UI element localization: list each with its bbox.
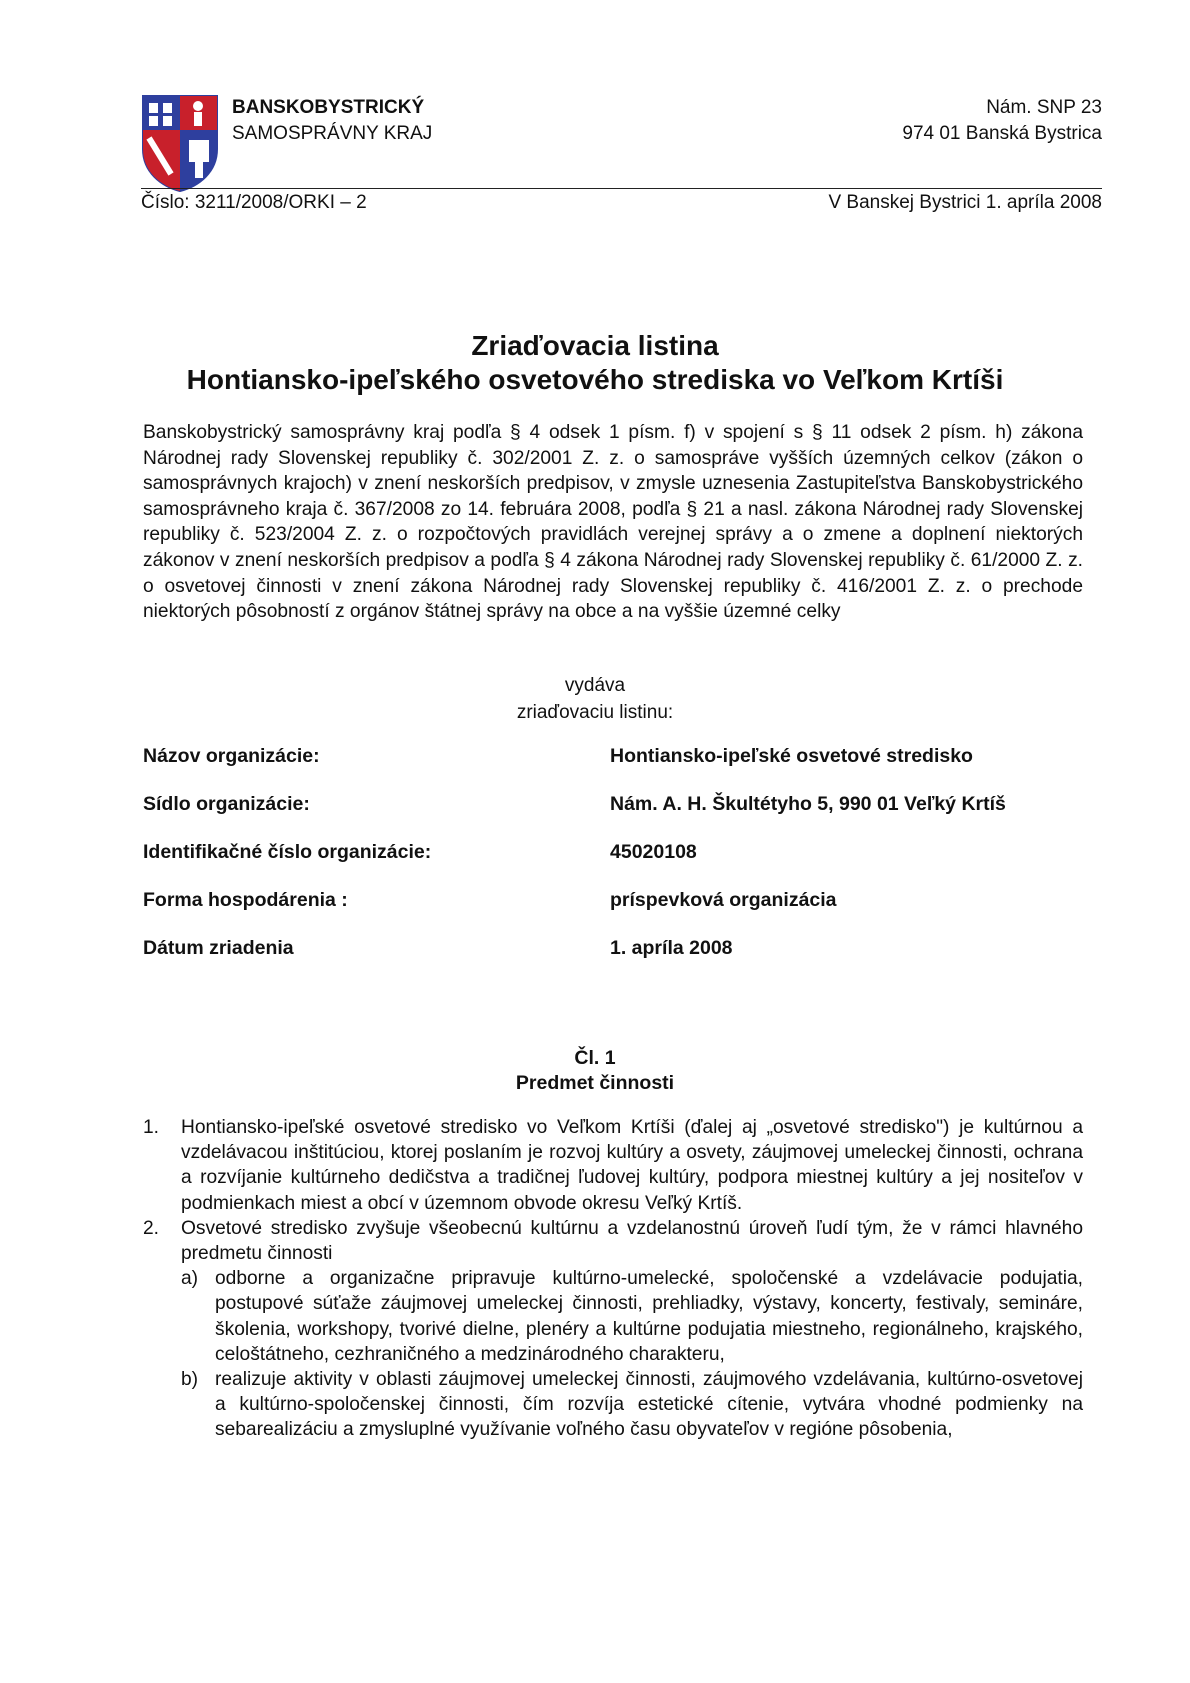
list-item <box>143 1216 1083 1266</box>
fact-label: Názov organizácie: <box>143 745 320 767</box>
issuance-statement <box>0 672 1190 726</box>
reference-number: Číslo: 3211/2008/ORKI – 2 <box>141 192 367 213</box>
article-number: Čl. 1 <box>574 1047 616 1069</box>
fact-row-seat <box>143 793 1083 823</box>
item-text: Osvetové stredisko zvyšuje všeobecnú kultúrnu a vzdelanostnú úroveň ľudí tým, že v rámci hlavného predmetu činnosti <box>181 1217 1083 1265</box>
issuance-line2: zriaďovaciu listinu: <box>516 702 674 723</box>
item-number: 2. <box>143 1217 160 1239</box>
item-number: 1. <box>143 1117 160 1138</box>
sub-item-letter: b) <box>181 1369 199 1391</box>
fact-value: 1. apríla 2008 <box>610 937 733 959</box>
sub-list-item <box>143 1266 1083 1367</box>
fact-value: príspevková organizácia <box>610 889 837 911</box>
fact-row-name <box>143 745 1083 775</box>
place-and-date: V Banskej Bystrici 1. apríla 2008 <box>828 192 1102 213</box>
document-title: Zriaďovacia listina <box>471 330 719 361</box>
sub-item-text: realizuje aktivity v oblasti záujmovej umeleckej činnosti, záujmového vzdelávania, kultúrno-osvetovej a kultúrno-spoločenskej činnosti, čím rozvíja estetické cítenie, vytvára vhodné podmienky na sebarealizáciu a zmysluplné využívanie voľného času obyvateľov v regióne pôsobenia, <box>215 1369 1083 1441</box>
issuer-name-line2: SAMOSPRÁVNY KRAJ <box>232 123 433 144</box>
issuer-name-line1: BANSKOBYSTRICKÝ <box>232 97 425 118</box>
sub-item-letter: a) <box>181 1268 199 1290</box>
fact-label: Dátum zriadenia <box>143 937 294 959</box>
fact-label: Forma hospodárenia : <box>143 889 348 911</box>
fact-row-management-form <box>143 889 1083 919</box>
fact-label: Identifikačné číslo organizácie: <box>143 841 432 863</box>
item-text: Hontiansko-ipeľské osvetové stredisko vo Veľkom Krtíši (ďalej aj „osvetové stredisko") je kultúrnou a vzdelávacou inštitúciou, ktorej poslaním je rozvoj kultúry a osvety, záujmovej umeleckej činnosti, ochrana a rozvíjanie kultúrneho dedičstva a tradičnej ľudovej kultúry, podpora miestnej kultúry a jej nositeľov v podmienkach miest a obcí v územnom obvode okresu Veľký Krtíš. <box>181 1117 1083 1214</box>
issuer-name <box>232 95 432 147</box>
sub-item-text: odborne a organizačne pripravuje kultúrno-umelecké, spoločenské a vzdelávacie podujatia, postupové súťaže záujmovej umeleckej činnosti, prehliadky, výstavy, koncerty, festivaly, semináre, školenia, workshopy, tvorivé dielne, plenéry a kultúrne podujatia miestneho, regionálneho, krajského, celoštátneho, cezhraničného a medzinárodného charakteru, <box>215 1268 1083 1365</box>
fact-value: Hontiansko-ipeľské osvetové stredisko <box>610 745 973 767</box>
article-items <box>143 1115 1083 1443</box>
fact-value: 45020108 <box>610 841 697 863</box>
list-item <box>143 1115 1083 1216</box>
issuer-address <box>902 95 1102 147</box>
article-title: Predmet činnosti <box>515 1072 675 1094</box>
fact-row-founding-date <box>143 937 1083 967</box>
fact-label: Sídlo organizácie: <box>143 793 310 815</box>
issuance-line1: vydáva <box>564 675 626 696</box>
address-line2: 974 01 Banská Bystrica <box>902 123 1102 144</box>
address-line1: Nám. SNP 23 <box>986 97 1102 118</box>
coat-of-arms-icon <box>141 94 219 192</box>
legal-basis-paragraph: Banskobystrický samosprávny kraj podľa § 4 odsek 1 písm. f) v spojení s § 11 odsek 2 písm. h) zákona Národnej rady Slovenskej republiky č. 302/2001 Z. z. o samospráve vyšších územných celkov (zákon o samosprávnych krajoch) v znení neskorších predpisov, v zmysle uznesenia Zastupiteľstva Banskobystrického samosprávneho kraja č. 367/2008 zo 14. februára 2008, podľa § 21 a nasl. zákona Národnej rady Slovenskej republiky č. 523/2004 Z. z. o rozpočtových pravidlách verejnej správy a o zmene a doplnení niektorých zákonov v znení neskorších predpisov a podľa § 4 zákona Národnej rady Slovenskej republiky č. 61/2000 Z. z. o osvetovej činnosti v znení zákona Národnej rady Slovenskej republiky č. 416/2001 Z. z. o prechode niektorých pôsobností z orgánov štátnej správy na obce a na vyššie územné celky <box>143 422 1083 623</box>
document-subtitle: Hontiansko-ipeľského osvetového strediska vo Veľkom Krtíši <box>186 364 1004 395</box>
header-divider <box>141 188 1102 189</box>
fact-value: Nám. A. H. Škultétyho 5, 990 01 Veľký Krtíš <box>610 793 1006 815</box>
sub-list-item <box>143 1367 1083 1443</box>
fact-row-id <box>143 841 1083 871</box>
